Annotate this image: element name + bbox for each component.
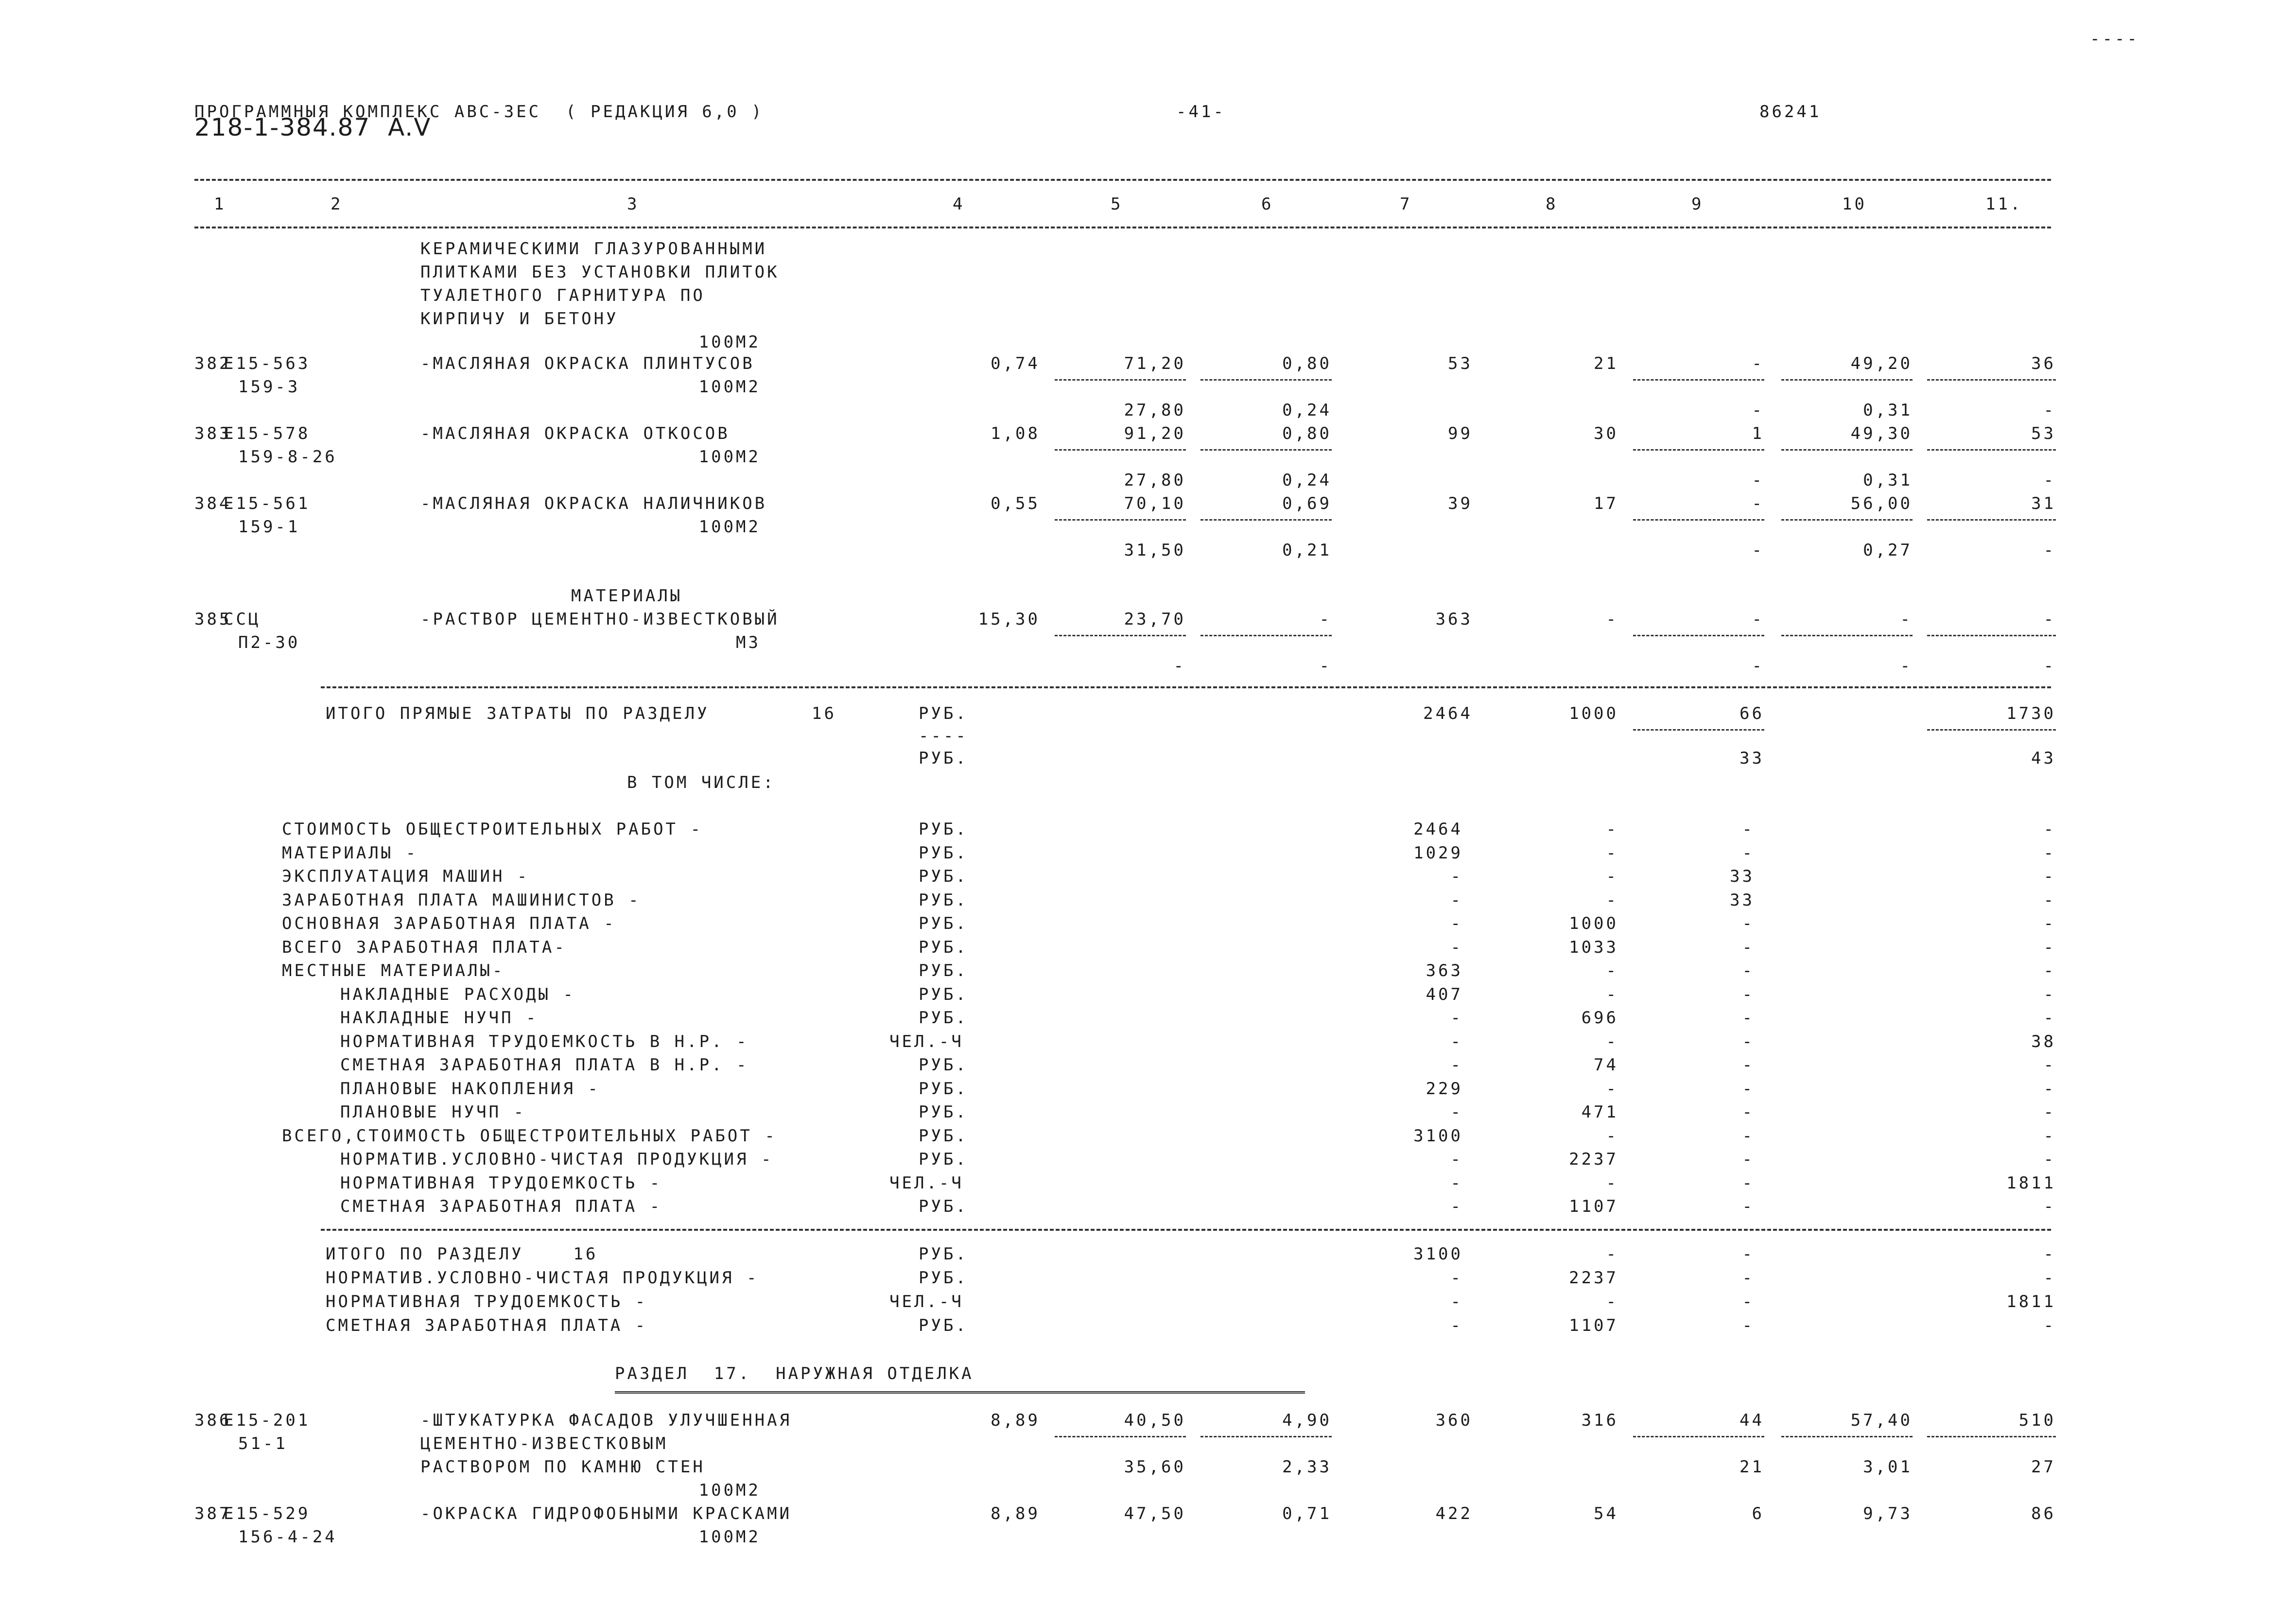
summary-label: НОРМАТИВНАЯ ТРУДОЕМКОСТЬ - xyxy=(326,1292,648,1311)
breakdown-label: ЗАРАБОТНАЯ ПЛАТА МАШИНИСТОВ - xyxy=(282,890,641,910)
value-divider xyxy=(1927,729,2056,731)
breakdown-label: НОРМАТИВНАЯ ТРУДОЕМКОСТЬ В Н.Р. - xyxy=(340,1031,749,1051)
item-name-line: РАСТВОРОМ ПО КАМНЮ СТЕН xyxy=(420,1457,705,1477)
breakdown-label: ОСНОВНАЯ ЗАРАБОТНАЯ ПЛАТА - xyxy=(282,914,616,933)
value-divider xyxy=(1633,379,1764,381)
header-top-rule xyxy=(194,179,2051,181)
breakdown-c9: - xyxy=(1742,1126,1755,1146)
item-c6b: 0,24 xyxy=(1282,471,1332,490)
value-divider xyxy=(1633,1436,1764,1437)
item-number: 383 xyxy=(194,424,232,443)
value-divider xyxy=(1781,379,1913,381)
breakdown-unit: РУБ. xyxy=(919,1008,968,1028)
breakdown-c7: - xyxy=(1450,1102,1463,1122)
breakdown-c9: - xyxy=(1742,1008,1755,1028)
breakdown-unit: РУБ. xyxy=(919,820,968,839)
item-c5: 70,10 xyxy=(1124,494,1186,513)
summary-c8: 2237 xyxy=(1569,1268,1618,1288)
breakdown-c7: - xyxy=(1450,1173,1463,1193)
item-c11: 510 xyxy=(2018,1411,2056,1430)
value-divider xyxy=(1927,635,2056,636)
breakdown-c11: - xyxy=(2043,843,2056,863)
column-header-1: 1 xyxy=(214,194,226,214)
breakdown-c9: 33 xyxy=(1730,867,1755,886)
item-c8: 30 xyxy=(1594,424,1618,443)
item-c8: 54 xyxy=(1594,1504,1618,1523)
breakdown-c7: - xyxy=(1450,890,1463,910)
summary-label: НОРМАТИВ.УСЛОВНО-ЧИСТАЯ ПРОДУКЦИЯ - xyxy=(326,1268,759,1288)
item-c11: 53 xyxy=(2031,424,2056,443)
item-code: Е15-561 xyxy=(224,494,311,513)
item-c4: 8,89 xyxy=(991,1411,1040,1430)
item-c5b: 27,80 xyxy=(1124,401,1186,420)
item-c11b: - xyxy=(2043,401,2056,420)
materials-heading: МАТЕРИАЛЫ xyxy=(571,586,683,606)
item-c6: 0,80 xyxy=(1282,354,1332,373)
item-name-line: КЕРАМИЧЕСКИМИ ГЛАЗУРОВАННЫМИ xyxy=(420,239,767,259)
value-divider xyxy=(1055,1436,1186,1437)
breakdown-c7: - xyxy=(1450,1008,1463,1028)
column-header-5: 5 xyxy=(1111,194,1123,214)
summary-c7: - xyxy=(1450,1292,1463,1311)
breakdown-c11: - xyxy=(2043,1055,2056,1075)
breakdown-c11: - xyxy=(2043,867,2056,886)
summary-c7: - xyxy=(1450,1316,1463,1335)
item-c10: 56,00 xyxy=(1850,494,1913,513)
item-c5b: 27,80 xyxy=(1124,471,1186,490)
item-c11b: - xyxy=(2043,541,2056,560)
breakdown-c8: - xyxy=(1606,867,1618,886)
item-code-secondary: П2-30 xyxy=(238,633,300,652)
breakdown-c7: - xyxy=(1450,1055,1463,1075)
summary-unit: РУБ. xyxy=(919,1268,968,1288)
value-divider xyxy=(1633,449,1764,451)
item-c5b: - xyxy=(1173,656,1186,676)
item-c6b: 0,21 xyxy=(1282,541,1332,560)
item-c9: 1 xyxy=(1752,424,1764,443)
value-divider xyxy=(1055,449,1186,451)
value-divider xyxy=(1781,1436,1913,1437)
breakdown-c8: - xyxy=(1606,984,1618,1004)
in-that-label: В ТОМ ЧИСЛЕ: xyxy=(627,773,776,792)
summary-c9: - xyxy=(1742,1316,1755,1335)
column-header-11: 11. xyxy=(1985,194,2023,214)
value-divider xyxy=(1200,1436,1332,1437)
value-divider xyxy=(1055,379,1186,381)
item-c4: 8,89 xyxy=(991,1504,1040,1523)
value-divider xyxy=(1200,449,1332,451)
column-header-9: 9 xyxy=(1691,194,1704,214)
item-name-line: -МАСЛЯНАЯ ОКРАСКА ПЛИНТУСОВ xyxy=(420,354,755,373)
item-c11b: - xyxy=(2043,471,2056,490)
breakdown-unit: РУБ. xyxy=(919,843,968,863)
item-c4: 0,55 xyxy=(991,494,1040,513)
breakdown-unit: РУБ. xyxy=(919,1197,968,1216)
item-c10b: 0,31 xyxy=(1863,401,1913,420)
item-c9: 44 xyxy=(1739,1411,1764,1430)
item-c9: 6 xyxy=(1752,1504,1764,1523)
breakdown-c11: - xyxy=(2043,1126,2056,1146)
item-c5: 47,50 xyxy=(1124,1504,1186,1523)
breakdown-c11: - xyxy=(2043,1008,2056,1028)
value-divider xyxy=(1633,729,1764,731)
breakdown-label: ЭКСПЛУАТАЦИЯ МАШИН - xyxy=(282,867,530,886)
breakdown-c7: - xyxy=(1450,914,1463,933)
value-divider xyxy=(1927,449,2056,451)
breakdown-c8: - xyxy=(1606,820,1618,839)
value-divider xyxy=(1781,449,1913,451)
column-header-2: 2 xyxy=(330,194,343,214)
item-c9: - xyxy=(1752,610,1764,629)
breakdown-label: НАКЛАДНЫЕ РАСХОДЫ - xyxy=(340,984,575,1004)
value-divider xyxy=(1200,379,1332,381)
item-c7: 360 xyxy=(1435,1411,1473,1430)
breakdown-c8: 1000 xyxy=(1569,914,1618,933)
breakdown-label: ПЛАНОВЫЕ НАКОПЛЕНИЯ - xyxy=(340,1079,600,1099)
handwritten-reference: 218-1-384.87 A.V xyxy=(194,113,432,141)
item-c9b: - xyxy=(1752,656,1764,676)
item-unit: 100М2 xyxy=(698,447,761,467)
breakdown-c8: - xyxy=(1606,1173,1618,1193)
breakdown-unit: РУБ. xyxy=(919,867,968,886)
item-name-line: ЦЕМЕНТНО-ИЗВЕСТКОВЫМ xyxy=(420,1434,668,1453)
breakdown-unit: РУБ. xyxy=(919,1126,968,1146)
breakdown-c7: 1029 xyxy=(1413,843,1463,863)
item-unit: 100М2 xyxy=(698,517,761,537)
value-divider xyxy=(1927,379,2056,381)
item-c8: 17 xyxy=(1594,494,1618,513)
item-unit: 100М2 xyxy=(698,332,761,352)
item-c11b: 27 xyxy=(2031,1457,2056,1477)
item-c4: 15,30 xyxy=(978,610,1040,629)
summary-c8: - xyxy=(1606,1244,1618,1264)
breakdown-label: МЕСТНЫЕ МАТЕРИАЛЫ- xyxy=(282,961,505,980)
item-code: ССЦ xyxy=(224,610,261,629)
item-number: 382 xyxy=(194,354,232,373)
item-c4: 0,74 xyxy=(991,354,1040,373)
breakdown-c9: - xyxy=(1742,937,1755,957)
breakdown-c8: - xyxy=(1606,961,1618,980)
value-divider xyxy=(1055,635,1186,636)
breakdown-c11: - xyxy=(2043,1197,2056,1216)
item-name-line: -РАСТВОР ЦЕМЕНТНО-ИЗВЕСТКОВЫЙ xyxy=(420,610,780,629)
breakdown-unit: ЧЕЛ.-Ч xyxy=(889,1173,964,1193)
item-c11b: - xyxy=(2043,656,2056,676)
column-header-6: 6 xyxy=(1261,194,1274,214)
item-name-line: -ОКРАСКА ГИДРОФОБНЫМИ КРАСКАМИ xyxy=(420,1504,792,1523)
breakdown-c11: - xyxy=(2043,961,2056,980)
item-c10: 49,30 xyxy=(1850,424,1913,443)
item-c9b: - xyxy=(1752,471,1764,490)
breakdown-c8: - xyxy=(1606,890,1618,910)
item-c6b: 0,24 xyxy=(1282,401,1332,420)
summary-c8: 1107 xyxy=(1569,1316,1618,1335)
breakdown-label: ВСЕГО ЗАРАБОТНАЯ ПЛАТА- xyxy=(282,937,567,957)
item-name-line: -МАСЛЯНАЯ ОКРАСКА ОТКОСОВ xyxy=(420,424,730,443)
breakdown-c11: 1811 xyxy=(2006,1173,2056,1193)
summary-unit: РУБ. xyxy=(919,1316,968,1335)
breakdown-c8: 74 xyxy=(1594,1055,1618,1075)
item-c6: 4,90 xyxy=(1282,1411,1332,1430)
breakdown-unit: РУБ. xyxy=(919,984,968,1004)
value-divider xyxy=(1200,635,1332,636)
breakdown-c9: - xyxy=(1742,961,1755,980)
column-header-3: 3 xyxy=(627,194,640,214)
program-title: ПРОГРАММНЫЯ КОМПЛЕКС АВС-3ЕС ( РЕДАКЦИЯ 6,0 ) xyxy=(194,102,764,122)
value-divider xyxy=(1781,519,1913,521)
column-header-10: 10 xyxy=(1842,194,1867,214)
breakdown-unit: РУБ. xyxy=(919,937,968,957)
breakdown-label: ВСЕГО,СТОИМОСТЬ ОБЩЕСТРОИТЕЛЬНЫХ РАБОТ - xyxy=(282,1126,777,1146)
summary-c11: - xyxy=(2043,1244,2056,1264)
item-code: Е15-563 xyxy=(224,354,311,373)
item-number: 384 xyxy=(194,494,232,513)
value-divider xyxy=(1781,635,1913,636)
breakdown-label: МАТЕРИАЛЫ - xyxy=(282,843,418,863)
column-header-4: 4 xyxy=(953,194,965,214)
section-total-c7: 2464 xyxy=(1423,704,1473,723)
breakdown-c8: - xyxy=(1606,1126,1618,1146)
page-number: -41- xyxy=(1176,102,1226,122)
breakdown-c9: - xyxy=(1742,984,1755,1004)
section-total-c9: 66 xyxy=(1739,704,1764,723)
breakdown-label: СМЕТНАЯ ЗАРАБОТНАЯ ПЛАТА В Н.Р. - xyxy=(340,1055,749,1075)
summary-c11: 1811 xyxy=(2006,1292,2056,1311)
breakdown-c9: - xyxy=(1742,1102,1755,1122)
section-total-number: 16 xyxy=(812,704,836,723)
breakdown-c11: - xyxy=(2043,1079,2056,1099)
breakdown-c9: - xyxy=(1742,1173,1755,1193)
breakdown-c7: - xyxy=(1450,1197,1463,1216)
item-c11: - xyxy=(2043,610,2056,629)
summary-c9: - xyxy=(1742,1244,1755,1264)
column-header-8: 8 xyxy=(1546,194,1558,214)
breakdown-unit: ЧЕЛ.-Ч xyxy=(889,1031,964,1051)
breakdown-unit: РУБ. xyxy=(919,1055,968,1075)
summary-label: ИТОГО ПО РАЗДЕЛУ 16 xyxy=(326,1244,598,1264)
breakdown-c11: - xyxy=(2043,914,2056,933)
item-c8: - xyxy=(1606,610,1618,629)
summary-c11: - xyxy=(2043,1268,2056,1288)
breakdown-c8: - xyxy=(1606,843,1618,863)
item-c4: 1,08 xyxy=(991,424,1040,443)
breakdown-c9: - xyxy=(1742,1031,1755,1051)
item-c6b: - xyxy=(1319,656,1332,676)
item-c6: - xyxy=(1319,610,1332,629)
item-unit: 100М2 xyxy=(698,1481,761,1500)
summary-unit: ЧЕЛ.-Ч xyxy=(889,1292,964,1311)
item-code-secondary: 51-1 xyxy=(238,1434,288,1453)
section-total-unit2: РУБ. xyxy=(919,749,968,768)
item-c10: 9,73 xyxy=(1863,1504,1913,1523)
item-c5: 91,20 xyxy=(1124,424,1186,443)
item-c10: - xyxy=(1900,610,1913,629)
breakdown-c9: - xyxy=(1742,1055,1755,1075)
item-number: 386 xyxy=(194,1411,232,1430)
item-c9b: - xyxy=(1752,541,1764,560)
section-total-unit-dash: ---- xyxy=(919,726,968,746)
item-c9b: - xyxy=(1752,401,1764,420)
item-c11: 31 xyxy=(2031,494,2056,513)
summary-c9: - xyxy=(1742,1268,1755,1288)
breakdown-c7: - xyxy=(1450,1150,1463,1169)
item-code-secondary: 156-4-24 xyxy=(238,1527,337,1547)
item-c6b: 2,33 xyxy=(1282,1457,1332,1477)
breakdown-c7: 3100 xyxy=(1413,1126,1463,1146)
summary-c11: - xyxy=(2043,1316,2056,1335)
breakdown-c7: - xyxy=(1450,867,1463,886)
item-c7: 363 xyxy=(1435,610,1473,629)
breakdown-c9: - xyxy=(1742,820,1755,839)
summary-rule xyxy=(321,1229,2051,1231)
section-17-title: РАЗДЕЛ 17. НАРУЖНАЯ ОТДЕЛКА xyxy=(615,1364,974,1383)
item-c7: 53 xyxy=(1448,354,1473,373)
item-c8: 316 xyxy=(1581,1411,1618,1430)
item-c10b: 0,27 xyxy=(1863,541,1913,560)
value-divider xyxy=(1055,519,1186,521)
breakdown-c7: 407 xyxy=(1426,984,1463,1004)
item-c9b: 21 xyxy=(1739,1457,1764,1477)
item-code-secondary: 159-3 xyxy=(238,377,300,397)
summary-c7: - xyxy=(1450,1268,1463,1288)
item-c7: 422 xyxy=(1435,1504,1473,1523)
item-c7: 39 xyxy=(1448,494,1473,513)
item-name-line: ПЛИТКАМИ БЕЗ УСТАНОВКИ ПЛИТОК xyxy=(420,262,780,282)
value-divider xyxy=(1927,519,2056,521)
breakdown-unit: РУБ. xyxy=(919,961,968,980)
summary-label: СМЕТНАЯ ЗАРАБОТНАЯ ПЛАТА - xyxy=(326,1316,648,1335)
item-name-line: ТУАЛЕТНОГО ГАРНИТУРА ПО xyxy=(420,286,705,305)
item-c6: 0,71 xyxy=(1282,1504,1332,1523)
item-code: Е15-201 xyxy=(224,1411,311,1430)
breakdown-label: ПЛАНОВЫЕ НУЧП - xyxy=(340,1102,526,1122)
item-c8: 21 xyxy=(1594,354,1618,373)
summary-c9: - xyxy=(1742,1292,1755,1311)
item-unit: М3 xyxy=(736,633,761,652)
breakdown-label: НАКЛАДНЫЕ НУЧП - xyxy=(340,1008,539,1028)
item-c10: 49,20 xyxy=(1850,354,1913,373)
breakdown-c9: - xyxy=(1742,1150,1755,1169)
breakdown-c9: 33 xyxy=(1730,890,1755,910)
item-code: Е15-578 xyxy=(224,424,311,443)
header-bottom-rule xyxy=(194,227,2051,228)
item-c5b: 35,60 xyxy=(1124,1457,1186,1477)
breakdown-c11: - xyxy=(2043,1102,2056,1122)
item-c9: - xyxy=(1752,494,1764,513)
item-code: Е15-529 xyxy=(224,1504,311,1523)
breakdown-unit: РУБ. xyxy=(919,914,968,933)
breakdown-unit: РУБ. xyxy=(919,1150,968,1169)
item-name-line: -ШТУКАТУРКА ФАСАДОВ УЛУЧШЕННАЯ xyxy=(420,1411,792,1430)
section-total-c8: 1000 xyxy=(1569,704,1618,723)
breakdown-c11: - xyxy=(2043,890,2056,910)
breakdown-c11: - xyxy=(2043,820,2056,839)
breakdown-c8: 1033 xyxy=(1569,937,1618,957)
breakdown-unit: РУБ. xyxy=(919,1079,968,1099)
breakdown-c11: - xyxy=(2043,937,2056,957)
item-c6: 0,80 xyxy=(1282,424,1332,443)
breakdown-c8: 2237 xyxy=(1569,1150,1618,1169)
section-total-c9b: 33 xyxy=(1739,749,1764,768)
value-divider xyxy=(1927,1436,2056,1437)
item-unit: 100М2 xyxy=(698,377,761,397)
breakdown-c11: - xyxy=(2043,1150,2056,1169)
breakdown-c8: 1107 xyxy=(1569,1197,1618,1216)
value-divider xyxy=(1200,519,1332,521)
section-total-c11b: 43 xyxy=(2031,749,2056,768)
breakdown-c8: - xyxy=(1606,1079,1618,1099)
value-divider xyxy=(1633,519,1764,521)
breakdown-c11: 38 xyxy=(2031,1031,2056,1051)
item-code-secondary: 159-1 xyxy=(238,517,300,537)
item-c6: 0,69 xyxy=(1282,494,1332,513)
summary-c8: - xyxy=(1606,1292,1618,1311)
document-number: 86241 xyxy=(1759,102,1822,122)
breakdown-c9: - xyxy=(1742,1079,1755,1099)
section-total-rule xyxy=(321,686,2051,688)
breakdown-label: СТОИМОСТЬ ОБЩЕСТРОИТЕЛЬНЫХ РАБОТ - xyxy=(282,820,703,839)
breakdown-c8: - xyxy=(1606,1031,1618,1051)
breakdown-label: НОРМАТИВНАЯ ТРУДОЕМКОСТЬ - xyxy=(340,1173,662,1193)
breakdown-c7: - xyxy=(1450,1031,1463,1051)
breakdown-c7: - xyxy=(1450,937,1463,957)
corner-mark: ---- xyxy=(2090,29,2139,49)
item-c10: 57,40 xyxy=(1850,1411,1913,1430)
summary-unit: РУБ. xyxy=(919,1244,968,1264)
section-total-c11: 1730 xyxy=(2006,704,2056,723)
item-c10b: 0,31 xyxy=(1863,471,1913,490)
section-total-label: ИТОГО ПРЯМЫЕ ЗАТРАТЫ ПО РАЗДЕЛУ xyxy=(326,704,710,723)
value-divider xyxy=(1633,635,1764,636)
breakdown-c9: - xyxy=(1742,914,1755,933)
item-c7: 99 xyxy=(1448,424,1473,443)
breakdown-unit: РУБ. xyxy=(919,890,968,910)
item-name-line: -МАСЛЯНАЯ ОКРАСКА НАЛИЧНИКОВ xyxy=(420,494,767,513)
breakdown-c8: 471 xyxy=(1581,1102,1618,1122)
breakdown-c7: 229 xyxy=(1426,1079,1463,1099)
section-17-underline xyxy=(615,1391,1305,1394)
breakdown-c11: - xyxy=(2043,984,2056,1004)
item-c10b: - xyxy=(1900,656,1913,676)
item-c11: 36 xyxy=(2031,354,2056,373)
item-c5: 40,50 xyxy=(1124,1411,1186,1430)
item-c5: 71,20 xyxy=(1124,354,1186,373)
breakdown-c9: - xyxy=(1742,1197,1755,1216)
item-c9: - xyxy=(1752,354,1764,373)
breakdown-c8: 696 xyxy=(1581,1008,1618,1028)
section-total-unit: РУБ. xyxy=(919,704,968,723)
column-header-7: 7 xyxy=(1400,194,1412,214)
breakdown-label: НОРМАТИВ.УСЛОВНО-ЧИСТАЯ ПРОДУКЦИЯ - xyxy=(340,1150,774,1169)
breakdown-c7: 363 xyxy=(1426,961,1463,980)
item-c5: 23,70 xyxy=(1124,610,1186,629)
item-c11: 86 xyxy=(2031,1504,2056,1523)
summary-c7: 3100 xyxy=(1413,1244,1463,1264)
breakdown-c7: 2464 xyxy=(1413,820,1463,839)
item-c10b: 3,01 xyxy=(1863,1457,1913,1477)
item-c5b: 31,50 xyxy=(1124,541,1186,560)
breakdown-c9: - xyxy=(1742,843,1755,863)
item-unit: 100М2 xyxy=(698,1527,761,1547)
item-number: 385 xyxy=(194,610,232,629)
item-code-secondary: 159-8-26 xyxy=(238,447,337,467)
item-number: 387 xyxy=(194,1504,232,1523)
item-name-line: КИРПИЧУ И БЕТОНУ xyxy=(420,309,619,329)
breakdown-label: СМЕТНАЯ ЗАРАБОТНАЯ ПЛАТА - xyxy=(340,1197,662,1216)
breakdown-unit: РУБ. xyxy=(919,1102,968,1122)
